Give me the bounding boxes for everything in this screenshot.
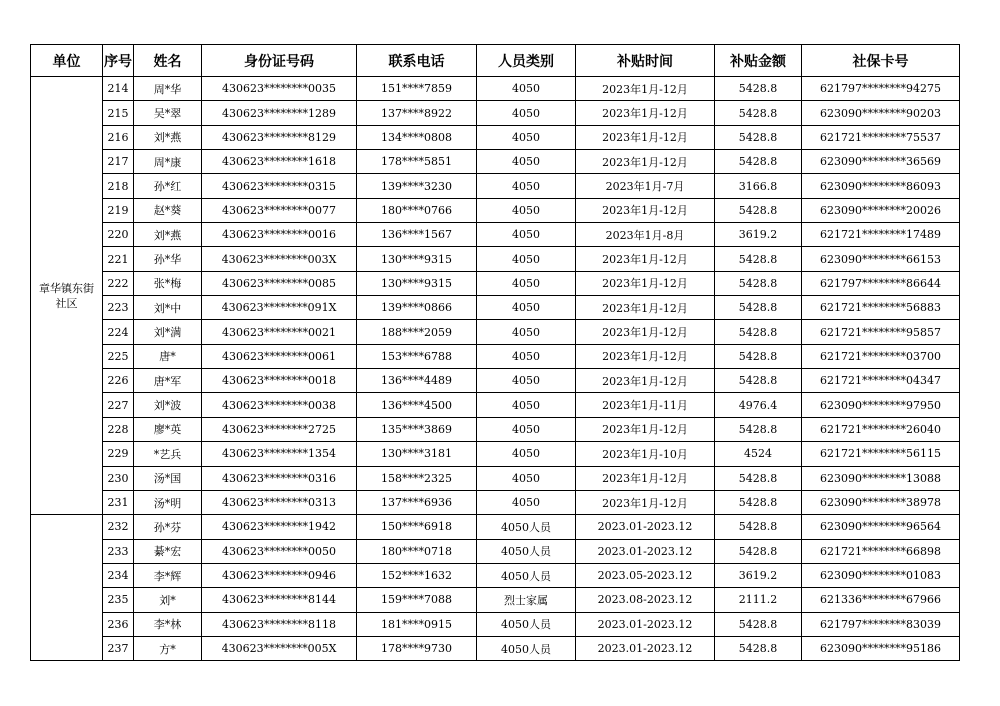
cell-name: 唐* xyxy=(134,344,202,368)
cell-name: 吴*翠 xyxy=(134,101,202,125)
cell-id: 430623********0021 xyxy=(202,320,357,344)
cell-no: 228 xyxy=(103,417,134,441)
cell-id: 430623********1354 xyxy=(202,442,357,466)
cell-no: 218 xyxy=(103,174,134,198)
cell-id: 430623********0315 xyxy=(202,174,357,198)
table-row xyxy=(31,636,960,660)
cell-card: 623090********95186 xyxy=(802,636,960,660)
cell-no: 219 xyxy=(103,198,134,222)
cell-phone: 152****1632 xyxy=(357,563,477,587)
cell-name: 刘*燕 xyxy=(134,223,202,247)
cell-name: 刘*波 xyxy=(134,393,202,417)
cell-period: 2023.01-2023.12 xyxy=(576,539,715,563)
cell-amount: 5428.8 xyxy=(715,125,802,149)
cell-card: 623090********97950 xyxy=(802,393,960,417)
cell-id: 430623********2725 xyxy=(202,417,357,441)
cell-type: 4050 xyxy=(477,271,576,295)
table-row xyxy=(31,174,960,198)
cell-period: 2023年1月-12月 xyxy=(576,150,715,174)
cell-period: 2023.01-2023.12 xyxy=(576,636,715,660)
cell-period: 2023年1月-8月 xyxy=(576,223,715,247)
header-id-number: 身份证号码 xyxy=(202,45,357,77)
cell-phone: 181****0915 xyxy=(357,612,477,636)
cell-amount: 5428.8 xyxy=(715,344,802,368)
cell-phone: 136****4500 xyxy=(357,393,477,417)
cell-type: 4050 xyxy=(477,174,576,198)
header-name: 姓名 xyxy=(134,45,202,77)
table-row xyxy=(31,588,960,612)
cell-no: 231 xyxy=(103,490,134,514)
cell-amount: 5428.8 xyxy=(715,198,802,222)
cell-amount: 5428.8 xyxy=(715,150,802,174)
table-row xyxy=(31,320,960,344)
cell-amount: 5428.8 xyxy=(715,101,802,125)
cell-id: 430623********091X xyxy=(202,296,357,320)
table-row xyxy=(31,563,960,587)
cell-no: 223 xyxy=(103,296,134,320)
cell-name: 李*辉 xyxy=(134,563,202,587)
cell-type: 4050 xyxy=(477,125,576,149)
cell-amount: 5428.8 xyxy=(715,320,802,344)
cell-type: 4050 xyxy=(477,223,576,247)
unit-label: 章华镇东街社区 xyxy=(39,281,94,310)
cell-type: 4050人员 xyxy=(477,612,576,636)
cell-type: 4050 xyxy=(477,442,576,466)
table-row xyxy=(31,442,960,466)
cell-no: 215 xyxy=(103,101,134,125)
cell-period: 2023年1月-10月 xyxy=(576,442,715,466)
cell-phone: 139****0866 xyxy=(357,296,477,320)
cell-no: 220 xyxy=(103,223,134,247)
cell-amount: 3619.2 xyxy=(715,563,802,587)
header-row xyxy=(31,45,960,77)
cell-period: 2023年1月-12月 xyxy=(576,320,715,344)
cell-name: 唐*军 xyxy=(134,369,202,393)
cell-phone: 188****2059 xyxy=(357,320,477,344)
cell-card: 621797********86644 xyxy=(802,271,960,295)
cell-card: 621721********04347 xyxy=(802,369,960,393)
table-row xyxy=(31,125,960,149)
cell-id: 430623********005X xyxy=(202,636,357,660)
cell-id: 430623********0313 xyxy=(202,490,357,514)
cell-card: 621797********83039 xyxy=(802,612,960,636)
table-row xyxy=(31,77,960,101)
cell-no: 214 xyxy=(103,77,134,101)
cell-amount: 4524 xyxy=(715,442,802,466)
cell-id: 430623********0316 xyxy=(202,466,357,490)
cell-name: 孙*红 xyxy=(134,174,202,198)
cell-phone: 139****3230 xyxy=(357,174,477,198)
table-row xyxy=(31,150,960,174)
cell-card: 623090********38978 xyxy=(802,490,960,514)
cell-type: 4050 xyxy=(477,393,576,417)
cell-type: 4050 xyxy=(477,247,576,271)
header-phone: 联系电话 xyxy=(357,45,477,77)
cell-phone: 180****0718 xyxy=(357,539,477,563)
cell-card: 621721********66898 xyxy=(802,539,960,563)
cell-card: 621721********95857 xyxy=(802,320,960,344)
cell-phone: 158****2325 xyxy=(357,466,477,490)
cell-phone: 150****6918 xyxy=(357,515,477,539)
cell-amount: 5428.8 xyxy=(715,636,802,660)
cell-name: 周*华 xyxy=(134,77,202,101)
cell-type: 4050 xyxy=(477,320,576,344)
cell-phone: 134****0808 xyxy=(357,125,477,149)
cell-period: 2023年1月-11月 xyxy=(576,393,715,417)
cell-period: 2023年1月-12月 xyxy=(576,466,715,490)
cell-id: 430623********0016 xyxy=(202,223,357,247)
subsidy-table xyxy=(30,44,960,661)
cell-no: 234 xyxy=(103,563,134,587)
cell-period: 2023年1月-12月 xyxy=(576,125,715,149)
cell-card: 623090********20026 xyxy=(802,198,960,222)
table-row xyxy=(31,247,960,271)
cell-no: 227 xyxy=(103,393,134,417)
table-row xyxy=(31,223,960,247)
cell-id: 430623********003X xyxy=(202,247,357,271)
cell-type: 4050 xyxy=(477,466,576,490)
cell-name: 张*梅 xyxy=(134,271,202,295)
unit-cell-next xyxy=(31,515,103,661)
cell-no: 232 xyxy=(103,515,134,539)
cell-period: 2023年1月-12月 xyxy=(576,101,715,125)
cell-name: 李*林 xyxy=(134,612,202,636)
cell-name: 汤*明 xyxy=(134,490,202,514)
cell-phone: 135****3869 xyxy=(357,417,477,441)
cell-no: 216 xyxy=(103,125,134,149)
cell-name: *艺兵 xyxy=(134,442,202,466)
unit-cell-dongjie xyxy=(31,77,103,515)
cell-id: 430623********1942 xyxy=(202,515,357,539)
table-row xyxy=(31,612,960,636)
cell-id: 430623********0038 xyxy=(202,393,357,417)
header-no: 序号 xyxy=(103,45,134,77)
cell-card: 623090********13088 xyxy=(802,466,960,490)
cell-type: 4050 xyxy=(477,490,576,514)
cell-phone: 153****6788 xyxy=(357,344,477,368)
cell-no: 237 xyxy=(103,636,134,660)
cell-card: 621721********03700 xyxy=(802,344,960,368)
table-body xyxy=(31,77,960,661)
cell-type: 4050 xyxy=(477,198,576,222)
cell-name: 刘*燕 xyxy=(134,125,202,149)
cell-amount: 5428.8 xyxy=(715,296,802,320)
table-row xyxy=(31,369,960,393)
cell-no: 226 xyxy=(103,369,134,393)
cell-type: 4050 xyxy=(477,296,576,320)
cell-name: 綦*宏 xyxy=(134,539,202,563)
header-period: 补贴时间 xyxy=(576,45,715,77)
cell-period: 2023年1月-12月 xyxy=(576,344,715,368)
cell-type: 4050人员 xyxy=(477,515,576,539)
cell-card: 621721********75537 xyxy=(802,125,960,149)
cell-card: 621721********56115 xyxy=(802,442,960,466)
cell-card: 623090********86093 xyxy=(802,174,960,198)
cell-phone: 151****7859 xyxy=(357,77,477,101)
cell-id: 430623********8144 xyxy=(202,588,357,612)
cell-period: 2023.01-2023.12 xyxy=(576,612,715,636)
cell-id: 430623********0035 xyxy=(202,77,357,101)
cell-name: 周*康 xyxy=(134,150,202,174)
cell-period: 2023年1月-12月 xyxy=(576,296,715,320)
cell-card: 621797********94275 xyxy=(802,77,960,101)
cell-amount: 5428.8 xyxy=(715,77,802,101)
cell-amount: 5428.8 xyxy=(715,417,802,441)
cell-phone: 159****7088 xyxy=(357,588,477,612)
cell-amount: 5428.8 xyxy=(715,247,802,271)
cell-period: 2023年1月-12月 xyxy=(576,247,715,271)
cell-name: 孙*华 xyxy=(134,247,202,271)
cell-name: 刘*满 xyxy=(134,320,202,344)
cell-no: 222 xyxy=(103,271,134,295)
cell-no: 221 xyxy=(103,247,134,271)
cell-id: 430623********0085 xyxy=(202,271,357,295)
cell-amount: 5428.8 xyxy=(715,515,802,539)
table-row xyxy=(31,539,960,563)
cell-phone: 178****9730 xyxy=(357,636,477,660)
cell-period: 2023年1月-12月 xyxy=(576,490,715,514)
table-row xyxy=(31,101,960,125)
cell-type: 4050 xyxy=(477,77,576,101)
cell-period: 2023年1月-12月 xyxy=(576,369,715,393)
cell-amount: 5428.8 xyxy=(715,369,802,393)
cell-id: 430623********1618 xyxy=(202,150,357,174)
cell-name: 廖*英 xyxy=(134,417,202,441)
cell-period: 2023年1月-12月 xyxy=(576,198,715,222)
cell-card: 623090********96564 xyxy=(802,515,960,539)
table-row xyxy=(31,466,960,490)
cell-type: 4050人员 xyxy=(477,563,576,587)
cell-type: 4050 xyxy=(477,101,576,125)
cell-card: 623090********90203 xyxy=(802,101,960,125)
cell-no: 224 xyxy=(103,320,134,344)
cell-amount: 5428.8 xyxy=(715,539,802,563)
table-row xyxy=(31,271,960,295)
cell-no: 229 xyxy=(103,442,134,466)
cell-phone: 136****1567 xyxy=(357,223,477,247)
cell-name: 汤*国 xyxy=(134,466,202,490)
header-amount: 补贴金额 xyxy=(715,45,802,77)
cell-id: 430623********8129 xyxy=(202,125,357,149)
cell-no: 230 xyxy=(103,466,134,490)
cell-amount: 3619.2 xyxy=(715,223,802,247)
cell-no: 217 xyxy=(103,150,134,174)
cell-no: 233 xyxy=(103,539,134,563)
header-card: 社保卡号 xyxy=(802,45,960,77)
cell-phone: 130****9315 xyxy=(357,271,477,295)
cell-type: 4050人员 xyxy=(477,539,576,563)
cell-amount: 5428.8 xyxy=(715,466,802,490)
cell-id: 430623********0061 xyxy=(202,344,357,368)
cell-phone: 136****4489 xyxy=(357,369,477,393)
table-row xyxy=(31,296,960,320)
cell-period: 2023年1月-12月 xyxy=(576,417,715,441)
cell-card: 621721********56883 xyxy=(802,296,960,320)
cell-period: 2023.01-2023.12 xyxy=(576,515,715,539)
cell-no: 225 xyxy=(103,344,134,368)
cell-type: 烈士家属 xyxy=(477,588,576,612)
cell-amount: 5428.8 xyxy=(715,612,802,636)
cell-name: 赵*葵 xyxy=(134,198,202,222)
cell-card: 621721********17489 xyxy=(802,223,960,247)
cell-name: 方* xyxy=(134,636,202,660)
cell-phone: 130****3181 xyxy=(357,442,477,466)
cell-amount: 5428.8 xyxy=(715,271,802,295)
table-row xyxy=(31,393,960,417)
cell-phone: 180****0766 xyxy=(357,198,477,222)
cell-id: 430623********8118 xyxy=(202,612,357,636)
table-row xyxy=(31,344,960,368)
cell-id: 430623********0946 xyxy=(202,563,357,587)
cell-type: 4050 xyxy=(477,150,576,174)
cell-type: 4050 xyxy=(477,344,576,368)
cell-card: 623090********66153 xyxy=(802,247,960,271)
cell-type: 4050人员 xyxy=(477,636,576,660)
cell-name: 刘* xyxy=(134,588,202,612)
cell-id: 430623********0018 xyxy=(202,369,357,393)
cell-no: 235 xyxy=(103,588,134,612)
cell-period: 2023.05-2023.12 xyxy=(576,563,715,587)
table-row xyxy=(31,198,960,222)
cell-period: 2023年1月-7月 xyxy=(576,174,715,198)
cell-phone: 137****6936 xyxy=(357,490,477,514)
cell-card: 621721********26040 xyxy=(802,417,960,441)
cell-type: 4050 xyxy=(477,417,576,441)
subsidy-table-sheet xyxy=(30,44,960,661)
cell-period: 2023年1月-12月 xyxy=(576,77,715,101)
cell-amount: 2111.2 xyxy=(715,588,802,612)
cell-period: 2023.08-2023.12 xyxy=(576,588,715,612)
cell-card: 621336********67966 xyxy=(802,588,960,612)
cell-phone: 137****8922 xyxy=(357,101,477,125)
cell-card: 623090********01083 xyxy=(802,563,960,587)
cell-type: 4050 xyxy=(477,369,576,393)
cell-phone: 178****5851 xyxy=(357,150,477,174)
cell-name: 孙*芬 xyxy=(134,515,202,539)
cell-amount: 5428.8 xyxy=(715,490,802,514)
cell-card: 623090********36569 xyxy=(802,150,960,174)
cell-period: 2023年1月-12月 xyxy=(576,271,715,295)
table-row xyxy=(31,417,960,441)
cell-name: 刘*中 xyxy=(134,296,202,320)
header-unit: 单位 xyxy=(31,45,103,77)
cell-id: 430623********1289 xyxy=(202,101,357,125)
cell-id: 430623********0077 xyxy=(202,198,357,222)
cell-amount: 3166.8 xyxy=(715,174,802,198)
cell-amount: 4976.4 xyxy=(715,393,802,417)
header-category: 人员类别 xyxy=(477,45,576,77)
table-row xyxy=(31,515,960,539)
cell-phone: 130****9315 xyxy=(357,247,477,271)
table-row xyxy=(31,490,960,514)
cell-id: 430623********0050 xyxy=(202,539,357,563)
cell-no: 236 xyxy=(103,612,134,636)
